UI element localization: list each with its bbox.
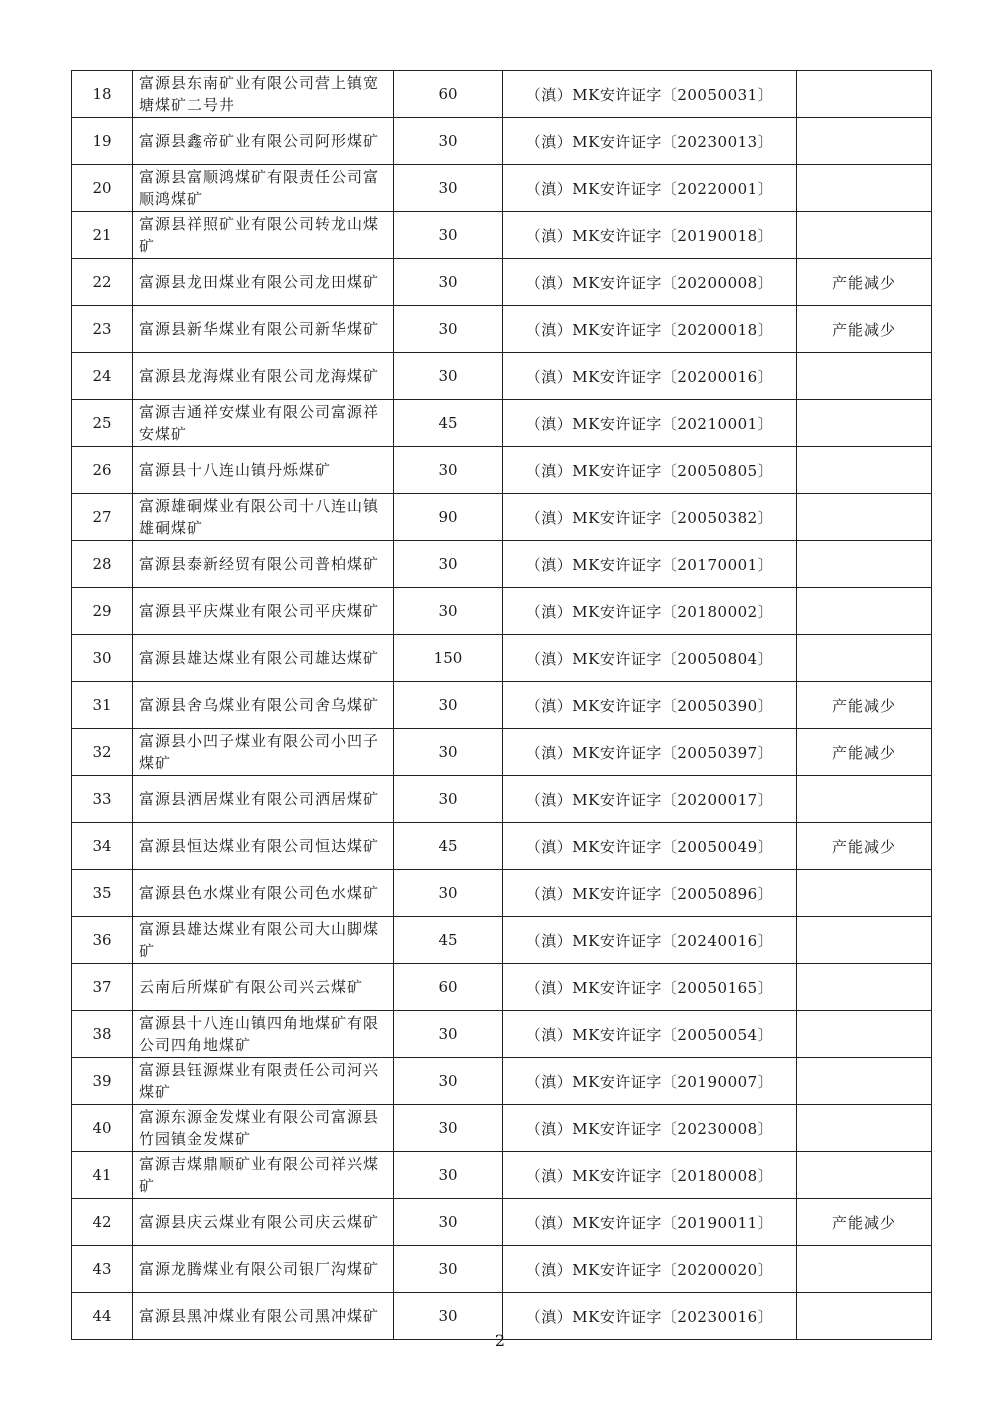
capacity-value: 30 — [394, 682, 503, 729]
table-row — [72, 870, 932, 917]
row-number: 37 — [72, 964, 133, 1011]
capacity-value: 30 — [394, 1105, 503, 1152]
license-number: （滇）MK安许证字〔20050031〕 — [503, 71, 797, 118]
table-row — [72, 682, 932, 729]
row-number: 35 — [72, 870, 133, 917]
capacity-value: 45 — [394, 917, 503, 964]
mine-name: 富源县洒居煤业有限公司洒居煤矿 — [133, 776, 394, 823]
remark — [797, 71, 932, 118]
remark — [797, 635, 932, 682]
row-number: 42 — [72, 1199, 133, 1246]
capacity-value: 90 — [394, 494, 503, 541]
remark — [797, 1246, 932, 1293]
remark — [797, 870, 932, 917]
table-row — [72, 71, 932, 118]
row-number: 34 — [72, 823, 133, 870]
mine-name: 富源县舍乌煤业有限公司舍乌煤矿 — [133, 682, 394, 729]
remark — [797, 1152, 932, 1199]
row-number: 36 — [72, 917, 133, 964]
capacity-value: 30 — [394, 353, 503, 400]
capacity-value: 30 — [394, 447, 503, 494]
remark — [797, 118, 932, 165]
row-number: 33 — [72, 776, 133, 823]
license-number: （滇）MK安许证字〔20050390〕 — [503, 682, 797, 729]
table-row — [72, 635, 932, 682]
capacity-value: 45 — [394, 400, 503, 447]
row-number: 41 — [72, 1152, 133, 1199]
mine-name: 富源龙腾煤业有限公司银厂沟煤矿 — [133, 1246, 394, 1293]
capacity-value: 30 — [394, 1011, 503, 1058]
remark — [797, 917, 932, 964]
license-number: （滇）MK安许证字〔20050382〕 — [503, 494, 797, 541]
mine-name: 富源县东南矿业有限公司营上镇宽塘煤矿二号井 — [133, 71, 394, 118]
mine-name: 富源县雄达煤业有限公司大山脚煤矿 — [133, 917, 394, 964]
row-number: 20 — [72, 165, 133, 212]
table-row — [72, 165, 932, 212]
remark — [797, 541, 932, 588]
table-row — [72, 776, 932, 823]
row-number: 32 — [72, 729, 133, 776]
license-number: （滇）MK安许证字〔20200008〕 — [503, 259, 797, 306]
table-body — [72, 71, 932, 1340]
row-number: 22 — [72, 259, 133, 306]
table-row — [72, 1246, 932, 1293]
remark: 产能减少 — [797, 682, 932, 729]
row-number: 39 — [72, 1058, 133, 1105]
table-row — [72, 212, 932, 259]
mine-name: 富源雄硐煤业有限公司十八连山镇雄硐煤矿 — [133, 494, 394, 541]
license-number: （滇）MK安许证字〔20200018〕 — [503, 306, 797, 353]
license-number: （滇）MK安许证字〔20190007〕 — [503, 1058, 797, 1105]
table-row — [72, 1011, 932, 1058]
mine-name: 富源县恒达煤业有限公司恒达煤矿 — [133, 823, 394, 870]
license-number: （滇）MK安许证字〔20050165〕 — [503, 964, 797, 1011]
mine-name: 富源县庆云煤业有限公司庆云煤矿 — [133, 1199, 394, 1246]
mine-name: 富源吉通祥安煤业有限公司富源祥安煤矿 — [133, 400, 394, 447]
license-number: （滇）MK安许证字〔20200016〕 — [503, 353, 797, 400]
mine-name: 富源县钰源煤业有限责任公司河兴煤矿 — [133, 1058, 394, 1105]
row-number: 18 — [72, 71, 133, 118]
license-number: （滇）MK安许证字〔20180008〕 — [503, 1152, 797, 1199]
license-number: （滇）MK安许证字〔20050805〕 — [503, 447, 797, 494]
remark: 产能减少 — [797, 823, 932, 870]
license-number: （滇）MK安许证字〔20050049〕 — [503, 823, 797, 870]
remark — [797, 1011, 932, 1058]
mine-name: 富源县鑫帝矿业有限公司阿形煤矿 — [133, 118, 394, 165]
mine-name: 富源县十八连山镇四角地煤矿有限公司四角地煤矿 — [133, 1011, 394, 1058]
capacity-value: 30 — [394, 306, 503, 353]
remark — [797, 776, 932, 823]
row-number: 28 — [72, 541, 133, 588]
coal-mine-license-table — [71, 70, 932, 1340]
remark — [797, 964, 932, 1011]
row-number: 30 — [72, 635, 133, 682]
table-row — [72, 447, 932, 494]
license-number: （滇）MK安许证字〔20050397〕 — [503, 729, 797, 776]
remark: 产能减少 — [797, 259, 932, 306]
mine-name: 富源县小凹子煤业有限公司小凹子煤矿 — [133, 729, 394, 776]
license-number: （滇）MK安许证字〔20240016〕 — [503, 917, 797, 964]
remark: 产能减少 — [797, 729, 932, 776]
license-number: （滇）MK安许证字〔20050054〕 — [503, 1011, 797, 1058]
mine-name: 富源县十八连山镇丹烁煤矿 — [133, 447, 394, 494]
page-number: 2 — [494, 1331, 506, 1350]
license-number: （滇）MK安许证字〔20200017〕 — [503, 776, 797, 823]
remark — [797, 447, 932, 494]
row-number: 29 — [72, 588, 133, 635]
table-row — [72, 729, 932, 776]
remark — [797, 588, 932, 635]
row-number: 19 — [72, 118, 133, 165]
capacity-value: 45 — [394, 823, 503, 870]
table-row — [72, 1152, 932, 1199]
table-row — [72, 541, 932, 588]
table-row — [72, 588, 932, 635]
license-number: （滇）MK安许证字〔20050896〕 — [503, 870, 797, 917]
license-number: （滇）MK安许证字〔20190018〕 — [503, 212, 797, 259]
mine-name: 富源东源金发煤业有限公司富源县竹园镇金发煤矿 — [133, 1105, 394, 1152]
row-number: 40 — [72, 1105, 133, 1152]
row-number: 31 — [72, 682, 133, 729]
table-row — [72, 118, 932, 165]
row-number: 23 — [72, 306, 133, 353]
table-row — [72, 917, 932, 964]
row-number: 26 — [72, 447, 133, 494]
license-number: （滇）MK安许证字〔20230008〕 — [503, 1105, 797, 1152]
capacity-value: 30 — [394, 212, 503, 259]
table-row — [72, 964, 932, 1011]
row-number: 27 — [72, 494, 133, 541]
capacity-value: 30 — [394, 1199, 503, 1246]
capacity-value: 30 — [394, 259, 503, 306]
mine-name: 富源县富顺鸿煤矿有限责任公司富顺鸿煤矿 — [133, 165, 394, 212]
remark: 产能减少 — [797, 1199, 932, 1246]
row-number: 25 — [72, 400, 133, 447]
mine-name: 富源县雄达煤业有限公司雄达煤矿 — [133, 635, 394, 682]
capacity-value: 30 — [394, 1246, 503, 1293]
table-row — [72, 1199, 932, 1246]
mine-name: 富源县祥照矿业有限公司转龙山煤矿 — [133, 212, 394, 259]
table-row — [72, 400, 932, 447]
table-row — [72, 1105, 932, 1152]
license-number: （滇）MK安许证字〔20170001〕 — [503, 541, 797, 588]
license-number: （滇）MK安许证字〔20210001〕 — [503, 400, 797, 447]
table-row — [72, 259, 932, 306]
remark — [797, 1105, 932, 1152]
license-number: （滇）MK安许证字〔20180002〕 — [503, 588, 797, 635]
table-row — [72, 306, 932, 353]
capacity-value: 150 — [394, 635, 503, 682]
capacity-value: 30 — [394, 776, 503, 823]
remark — [797, 400, 932, 447]
coal-mine-table-page — [71, 70, 920, 1340]
remark — [797, 212, 932, 259]
table-row — [72, 823, 932, 870]
row-number: 24 — [72, 353, 133, 400]
capacity-value: 30 — [394, 1152, 503, 1199]
license-number: （滇）MK安许证字〔20220001〕 — [503, 165, 797, 212]
table-row — [72, 494, 932, 541]
capacity-value: 30 — [394, 541, 503, 588]
row-number: 44 — [72, 1293, 133, 1340]
row-number: 43 — [72, 1246, 133, 1293]
mine-name: 富源县新华煤业有限公司新华煤矿 — [133, 306, 394, 353]
capacity-value: 60 — [394, 964, 503, 1011]
mine-name: 富源县黑冲煤业有限公司黑冲煤矿 — [133, 1293, 394, 1340]
mine-name: 富源县龙田煤业有限公司龙田煤矿 — [133, 259, 394, 306]
remark — [797, 494, 932, 541]
mine-name: 云南后所煤矿有限公司兴云煤矿 — [133, 964, 394, 1011]
mine-name: 富源县平庆煤业有限公司平庆煤矿 — [133, 588, 394, 635]
table-row — [72, 1058, 932, 1105]
remark — [797, 353, 932, 400]
capacity-value: 30 — [394, 588, 503, 635]
capacity-value: 30 — [394, 870, 503, 917]
capacity-value: 30 — [394, 1058, 503, 1105]
mine-name: 富源吉煤鼎顺矿业有限公司祥兴煤矿 — [133, 1152, 394, 1199]
remark — [797, 1058, 932, 1105]
mine-name: 富源县色水煤业有限公司色水煤矿 — [133, 870, 394, 917]
license-number: （滇）MK安许证字〔20230013〕 — [503, 118, 797, 165]
row-number: 21 — [72, 212, 133, 259]
license-number: （滇）MK安许证字〔20050804〕 — [503, 635, 797, 682]
remark: 产能减少 — [797, 306, 932, 353]
capacity-value: 30 — [394, 1293, 503, 1340]
remark — [797, 165, 932, 212]
capacity-value: 30 — [394, 118, 503, 165]
mine-name: 富源县泰新经贸有限公司普柏煤矿 — [133, 541, 394, 588]
license-number: （滇）MK安许证字〔20230016〕 — [503, 1293, 797, 1340]
mine-name: 富源县龙海煤业有限公司龙海煤矿 — [133, 353, 394, 400]
capacity-value: 30 — [394, 165, 503, 212]
table-row — [72, 353, 932, 400]
row-number: 38 — [72, 1011, 133, 1058]
license-number: （滇）MK安许证字〔20200020〕 — [503, 1246, 797, 1293]
capacity-value: 30 — [394, 729, 503, 776]
capacity-value: 60 — [394, 71, 503, 118]
license-number: （滇）MK安许证字〔20190011〕 — [503, 1199, 797, 1246]
